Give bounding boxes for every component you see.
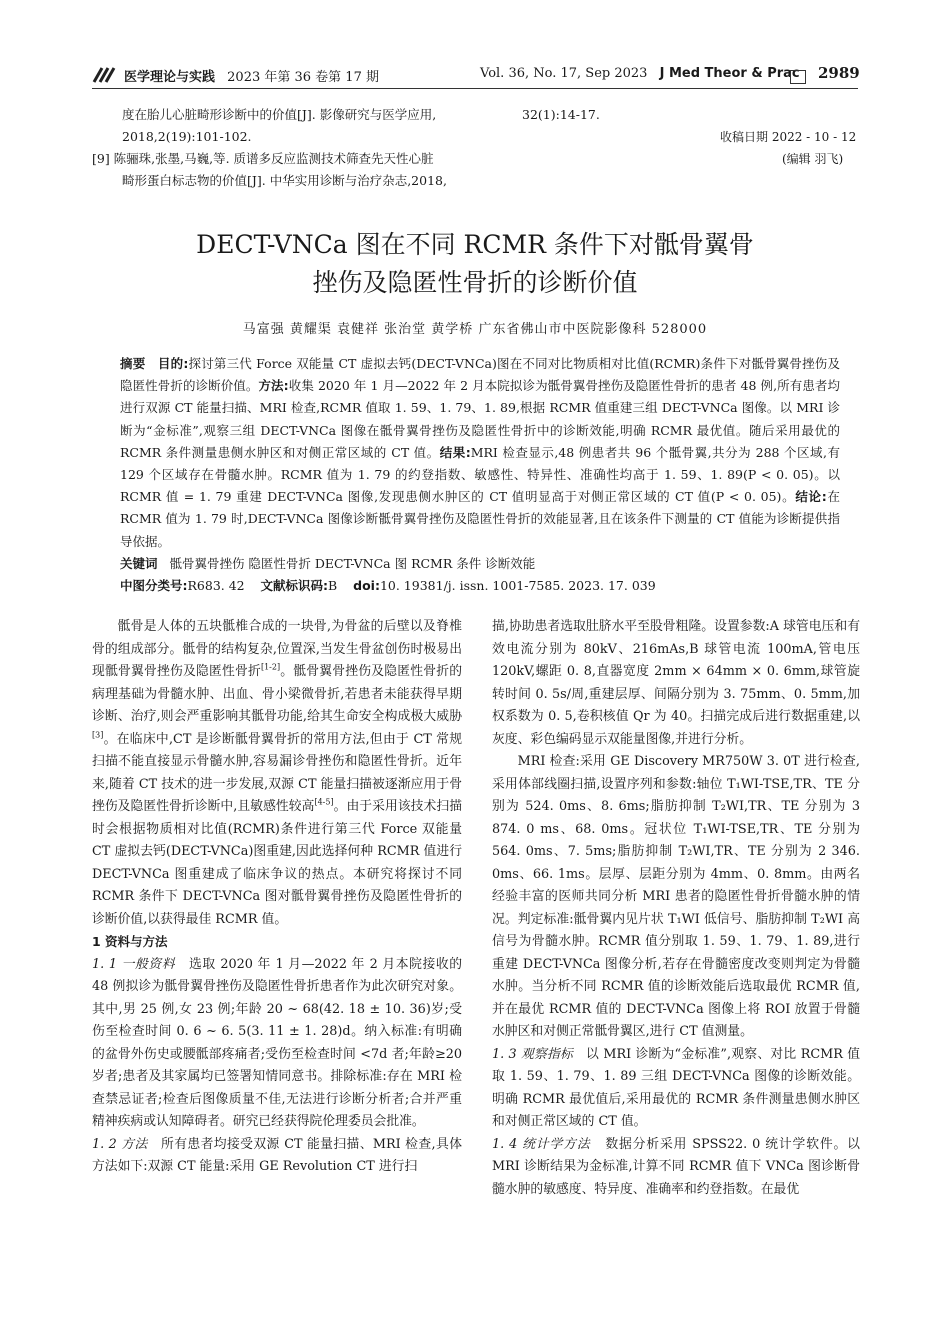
subsection-1-4: [492, 1134, 860, 1202]
journal-brand: 医学理论与实践: [124, 70, 216, 85]
objective-label: 目的:: [157, 356, 189, 371]
body-left-column: [92, 616, 462, 1179]
header-divider: [92, 88, 858, 89]
ref-line: [9] 陈骊珠,张墨,马巍,等. 质谱多反应监测技术筛查先天性心脏: [92, 151, 434, 166]
running-header-right: [480, 66, 800, 81]
doc-code-label: 文献标识码:: [260, 578, 329, 594]
result-text: MRI 检查显示,48 例患者共 96 个骶骨翼,共分为 288 个区域,有 129 个区域存在骨髓水肿。RCMR 值为 1. 79 的约登指数、敏感性、特异性、准确性均高于 1. 59、1. 89(P < 0. 05)。以 RCMR 值 = 1. 79 重建 DECT-VNCa 图像,发现患侧水肿区的 CT 值明显高于对侧正常区域的 CT 值(P < 0. 05)。: [120, 444, 840, 505]
method-label: 方法:: [258, 378, 289, 394]
intro-text: 。骶骨翼骨挫伤及隐匿性骨折的病理基础为骨髓水肿、出血、骨小梁微骨折,若患者未能获得早期诊断、治疗,则会严重影响其骶骨功能,给其生命安全构成极大威胁: [92, 664, 463, 724]
subsection-label: 1. 2 方法: [92, 1136, 148, 1152]
intro-paragraph: [92, 616, 462, 931]
subsection-text: 选取 2020 年 1 月—2022 年 2 月本院接收的 48 例拟诊为骶骨翼骨挫伤及隐匿性骨折患者作为此次研究对象。其中,男 25 例,女 23 例;年龄 20 ~ 68(42. 18 ± 10. 36)岁;受伤至检查时间 0. 6 ~ 6. 5(3. 11 ± 1. 28)d。纳入标准:有明确的盆骨外伤史或腰骶部疼痛者;受伤至检查时间 <7d 者;年龄≥20 岁者;患者及其家属均已签署知情同意书。排除标准:存在 MRI 检查禁忌证者;检查后图像质量不佳,无法进行诊断分析者;合并严重精神疾病或认知障碍者。研究已经获得院伦理委员会批准。: [92, 956, 462, 1129]
subsection-label: 1. 1 一般资料: [92, 956, 176, 972]
volume-info: Vol. 36, No. 17, Sep 2023: [480, 66, 648, 81]
method-text: 收集 2020 年 1 月—2022 年 2 月本院拟诊为骶骨翼骨挫伤及隐匿性骨折的患者 48 例,所有患者均进行双源 CT 能量扫描、MRI 检查,RCMR 值取 1. 59、1. 79、1. 89,根据 RCMR 值重建三组 DECT-VNCa 图像。以 MRI 诊断为“金标准”,观察三组 DECT-VNCa 图像在骶骨翼骨挫伤及隐匿性骨折中的诊断效能,明确 RCMR 最优值。随后采用最优的 RCMR 条件测量患侧水肿区和对侧正常区域的 CT 值。: [120, 378, 841, 460]
received-date: 收稿日期 2022 - 10 - 12: [720, 130, 857, 144]
subsection-label: 1. 4 统计学方法: [492, 1136, 591, 1152]
citation: [1-2]: [260, 662, 281, 672]
subsection-1-3: [492, 1044, 860, 1134]
conclusion-text: 在 RCMR 值为 1. 79 时,DECT-VNCa 图像诊断骶骨翼骨挫伤及隐匿性骨折的效能显著,且在该条件下测量的 CT 值能为诊断提供指导依据。: [120, 489, 840, 549]
intro-text: 。由于采用该技术扫描时会根据物质相对比值(RCMR)条件进行第三代 Force 双能量 CT 虚拟去钙(DECT-VNCa)图重建,因此选择何种 RCMR 值进行 DECT-VNCa 图重建成了临床争议的热点。本研究将探讨不同 RCMR 条件下 DECT-VNCa 图对骶骨翼骨挫伤及隐匿性骨折的诊断价值,以获得最佳 RCMR 值。: [92, 799, 463, 927]
abstract: [120, 353, 840, 597]
objective-text: 探讨第三代 Force 双能量 CT 虚拟去钙(DECT-VNCa)图在不同对比物质相对比值(RCMR)条件下对骶骨翼骨挫伤及隐匿性骨折的诊断价值。: [120, 356, 841, 394]
running-header-left: [124, 66, 379, 85]
keywords: 骶骨翼骨挫伤 隐匿性骨折 DECT-VNCa 图 RCMR 条件 诊断效能: [169, 555, 536, 571]
article-title: [0, 226, 950, 302]
title-line-2: 挫伤及隐匿性骨折的诊断价值: [312, 268, 638, 297]
citation: [3]: [92, 730, 104, 740]
subsection-text: 数据分析采用 SPSS22. 0 统计学软件。以 MRI 诊断结果为金标准,计算不同 RCMR 值下 VNCa 图诊断骨髓水肿的敏感度、特异度、准确率和约登指数。在最优: [492, 1136, 860, 1197]
classification: R683. 42: [187, 578, 245, 594]
subsection-1-1: [92, 954, 462, 1134]
doi-label: doi:: [353, 578, 380, 594]
subsection-1-2: [92, 1134, 462, 1179]
classification-label: 中图分类号:: [120, 578, 188, 594]
section-heading: 1 资料与方法: [92, 934, 168, 949]
journal-abbr: J Med Theor & Prac: [659, 66, 800, 81]
body-right-column: [492, 616, 860, 1201]
editor: (编辑 羽飞): [782, 152, 844, 166]
citation: [4-5]: [314, 797, 334, 807]
abstract-label: 摘要: [120, 356, 146, 371]
journal-logo-icon: [92, 66, 116, 84]
page-number: 2989: [818, 64, 860, 82]
intro-text: 。在临床中,CT 是诊断骶骨翼骨折的常用方法,但由于 CT 常规扫描不能直接显示骨髓水肿,容易漏诊骨挫伤和隐匿性骨折。近年来,随着 CT 技术的进一步发展,双源 CT 能量扫描被逐渐应用于骨挫伤及隐匿性骨折诊断中,且敏感性较高: [92, 731, 462, 814]
ref-line: 32(1):14-17.: [522, 107, 600, 122]
subsection-text: 以 MRI 诊断为“金标准”,观察、对比 RCMR 值取 1. 59、1. 79、1. 89 三组 DECT-VNCa 图像的诊断效能。明确 RCMR 最优值后,采用最优的 RCMR 条件测量患侧水肿区和对侧正常区域的 CT 值。: [492, 1046, 860, 1129]
paragraph: MRI 检查:采用 GE Discovery MR750W 3. 0T 进行检查,采用体部线圈扫描,设置序列和参数:轴位 T₁WI-TSE,TR、TE 分别为 524. 0ms、8. 6ms;脂肪抑制 T₂WI,TR、TE 分别为 3 874. 0 ms、68. 0ms。冠状位 T₁WI-TSE,TR、TE 分别为 564. 0ms、7. 5ms;脂肪抑制 T₂WI,TR、TE 分别为 2 346. 0ms、66. 1ms。层厚、层距分别为 4mm、0. 8mm。由两名经验丰富的医师共同分析 MRI 患者的隐匿性骨折骨髓水肿的情况。判定标准:骶骨翼内见片状 T₁WI 低信号、脂肪抑制 T₂WI 高信号为骨髓水肿。RCMR 值分别取 1. 59、1. 79、1. 89,进行重建 DECT-VNCa 图像分析,若存在骨髓密度改变则判定为骨髓水肿。当分析不同 RCMR 值的诊断效能后选取最优 RCMR 值,并在最优 RCMR 值的 DECT-VNCa 图像上将 ROI 放置于骨髓水肿区和对侧正常骶骨翼区,进行 CT 值测量。: [492, 754, 860, 1039]
paragraph: 描,协助患者选取肚脐水平至股骨粗隆。设置参数:A 球管电压和有效电流分别为 80kV、216mAs,B 球管电流 100mA,管电压 120kV,螺距 0. 8,直器宽度 2mm × 64mm × 0. 6mm,球管旋转时间 0. 5s/周,重建层厚、间隔分别为 3. 75mm、0. 5mm,加权系数为 0. 5,卷积核值 Qr 为 40。扫描完成后进行数据重建,以灰度、彩色编码显示双能量图像,并进行分析。: [492, 619, 860, 747]
conclusion-label: 结论:: [795, 489, 827, 505]
authors: 马富强 黄耀渠 袁健祥 张治堂 黄学桥 广东省佛山市中医院影像科 528000: [242, 322, 708, 337]
ref-line: 畸形蛋白标志物的价值[J]. 中华实用诊断与治疗杂志,2018,: [122, 173, 447, 188]
title-line-1: DECT-VNCa 图在不同 RCMR 条件下对骶骨翼骨: [196, 230, 754, 259]
doc-code: B: [328, 578, 338, 594]
subsection-text: 所有患者均接受双源 CT 能量扫描、MRI 检查,具体方法如下:双源 CT 能量:采用 GE Revolution CT 进行扫: [92, 1136, 462, 1174]
intro-text: 骶骨是人体的五块骶椎合成的一块骨,为骨盆的后壁以及脊椎骨的组成部分。骶骨的结构复杂,位置深,当发生骨盆创伤时极易出现骶骨翼骨挫伤及隐匿性骨折: [92, 619, 462, 679]
header-box-icon: [790, 70, 806, 84]
result-label: 结果:: [439, 444, 471, 460]
ref-line: 度在胎儿心脏畸形诊断中的价值[J]. 影像研究与医学应用,: [122, 107, 437, 122]
doi: 10. 19381/j. issn. 1001-7585. 2023. 17. 039: [379, 578, 656, 594]
ref-line: 2018,2(19):101-102.: [122, 129, 252, 144]
keywords-label: 关键词: [120, 555, 158, 571]
subsection-label: 1. 3 观察指标: [492, 1046, 574, 1062]
issue-info: 2023 年第 36 卷第 17 期: [227, 70, 379, 85]
